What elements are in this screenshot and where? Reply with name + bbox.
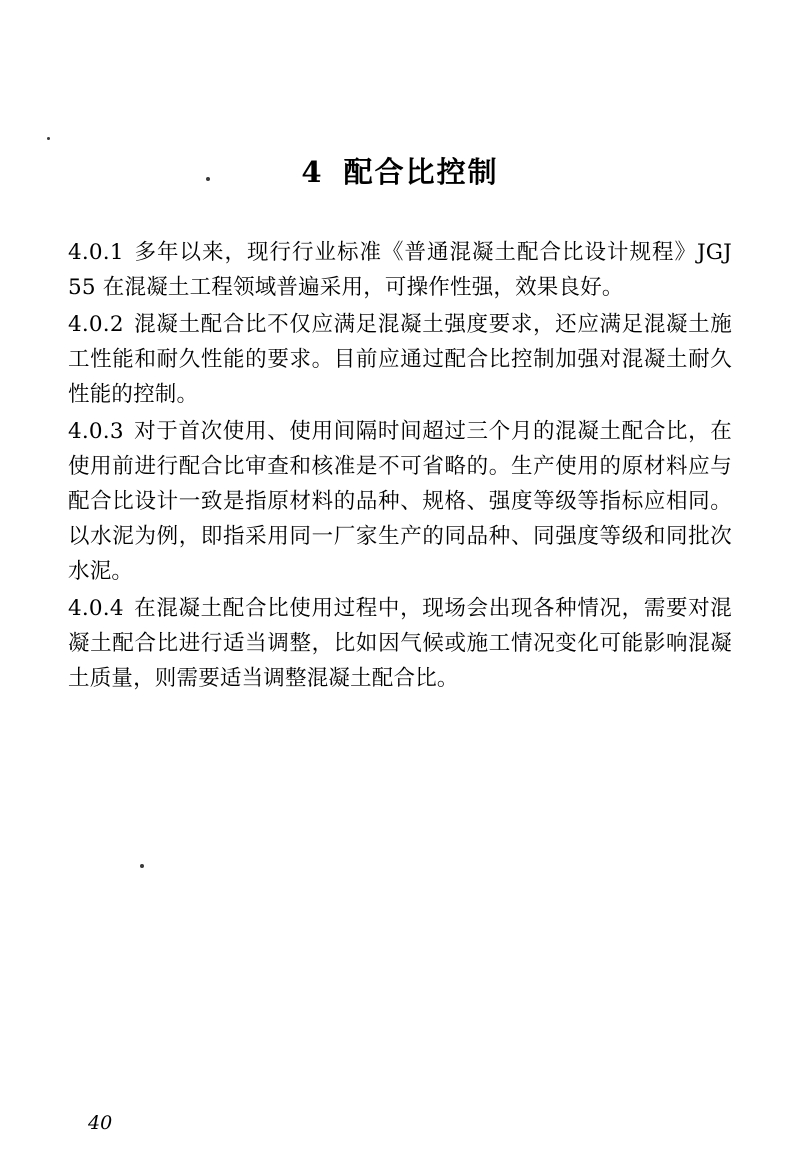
clause-number: 4.0.2 [68, 312, 124, 337]
clause-text: 多年以来，现行行业标准《普通混凝土配合比设计规程》JGJ 55 在混凝土工程领域普遍采用，可操作性强，效果良好。 [68, 240, 732, 300]
chapter-number: 4 [301, 155, 324, 189]
clause-paragraph [68, 307, 732, 412]
scan-speck [47, 137, 50, 140]
scan-speck [140, 864, 144, 868]
clause-number: 4.0.4 [68, 596, 124, 621]
clause-text: 在混凝土配合比使用过程中，现场会出现各种情况，需要对混凝土配合比进行适当调整，比如因气候或施工情况变化可能影响混凝土质量，则需要适当调整混凝土配合比。 [68, 596, 732, 691]
chapter-title-text: 配合比控制 [343, 155, 499, 189]
page-number: 40 [88, 1112, 113, 1134]
clause-text: 对于首次使用、使用间隔时间超过三个月的混凝土配合比，在使用前进行配合比审查和核准是不可省略的。生产使用的原材料应与配合比设计一致是指原材料的品种、规格、强度等级等指标应相同。以水泥为例，即指采用同一厂家生产的同品种、同强度等级和同批次水泥。 [68, 419, 732, 584]
page-title [68, 150, 732, 191]
page-content [68, 150, 732, 698]
clause-text: 混凝土配合比不仅应满足混凝土强度要求，还应满足混凝土施工性能和耐久性能的要求。目前应通过配合比控制加强对混凝土耐久性能的控制。 [68, 312, 732, 407]
clause-paragraph [68, 235, 732, 305]
clause-paragraph [68, 591, 732, 696]
clause-number: 4.0.1 [68, 240, 124, 265]
clause-paragraph [68, 414, 732, 589]
clause-number: 4.0.3 [68, 419, 124, 444]
